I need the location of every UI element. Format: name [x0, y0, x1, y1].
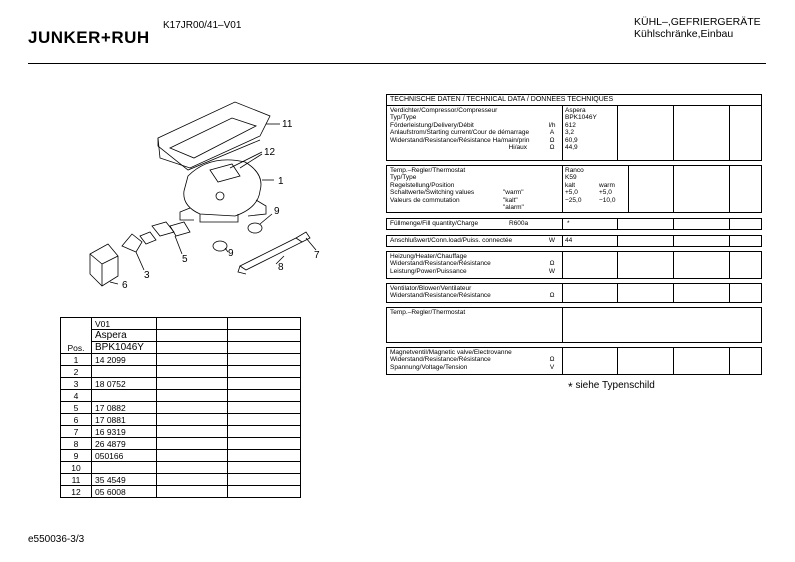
- value: warm: [599, 181, 615, 189]
- table-row: [61, 390, 301, 402]
- row-unit: Ω: [549, 144, 555, 152]
- table-cell: [618, 106, 674, 160]
- value: Ranco: [565, 167, 584, 174]
- pos-header-cell: [61, 318, 92, 354]
- category-title: KÜHL–,GEFRIERGERÄTE: [634, 16, 761, 28]
- value: 612: [565, 121, 576, 129]
- table-cell: [228, 390, 301, 402]
- tech-title: TECHNISCHE DATEN / TECHNICAL DATA / DONNEES TECHNIQUES: [386, 94, 762, 105]
- table-cell: [157, 366, 228, 378]
- row-unit: A: [549, 129, 555, 137]
- table-cell: [157, 390, 228, 402]
- model-number: K17JR00/41–V01: [163, 20, 242, 31]
- row-unit: Ω: [549, 136, 555, 144]
- pos-cell: 1: [61, 354, 92, 366]
- table-cell: [674, 219, 730, 229]
- table-cell: [228, 342, 301, 354]
- row-label: Förderleistung/Delivery/Débit: [390, 121, 474, 129]
- exploded-parts-diagram: [70, 96, 340, 311]
- callout-label: 11: [282, 119, 293, 130]
- part-grommet: [213, 241, 227, 251]
- table-cell: [618, 348, 674, 374]
- part-number-cell: 17 0882: [92, 402, 157, 414]
- part-number-cell: [92, 462, 157, 474]
- table-cell: [157, 462, 228, 474]
- callout-label: 1: [278, 176, 284, 187]
- part-number-cell: 14 2099: [92, 354, 157, 366]
- table-cell: [629, 166, 674, 212]
- value: 44: [565, 237, 573, 244]
- table-row: [61, 366, 301, 378]
- table-cell: [228, 426, 301, 438]
- table-cell: [228, 330, 301, 342]
- row-label: Typ/Type: [390, 174, 417, 182]
- table-cell: [730, 219, 761, 229]
- table-row: [61, 426, 301, 438]
- pos-cell: 11: [61, 474, 92, 486]
- table-cell: [730, 348, 761, 374]
- table-cell: [228, 438, 301, 450]
- variant-header: V01: [92, 318, 157, 330]
- table-row: [61, 474, 301, 486]
- table-cell: [228, 462, 301, 474]
- row-label: Typ/Type: [390, 114, 417, 122]
- table-cell: [674, 284, 730, 302]
- table-cell: [618, 284, 674, 302]
- part-bracket: [240, 238, 302, 270]
- table-row: [61, 342, 301, 354]
- table-cell: [618, 236, 674, 246]
- part-number-cell: [92, 366, 157, 378]
- power-block: [386, 235, 762, 247]
- part-terminal-cover: [90, 244, 118, 286]
- row-label: Füllmenge/Fill quantity/Charge: [390, 220, 479, 227]
- table-cell: [563, 348, 618, 374]
- callout-label: 9: [274, 206, 280, 217]
- row-unit: Ω: [549, 260, 555, 268]
- table-cell: [157, 426, 228, 438]
- table-row: [61, 402, 301, 414]
- callout-label: 3: [144, 270, 150, 281]
- row-label: Temp.–Regler/Thermostat: [390, 167, 466, 174]
- part-number-cell: 17 0881: [92, 414, 157, 426]
- part-tray: [158, 102, 270, 168]
- table-row: [61, 462, 301, 474]
- value: Aspera: [565, 107, 586, 114]
- table-row: [61, 318, 301, 330]
- row-label: Anlaufstrom/Starting current/Cour de démarrage: [390, 129, 530, 137]
- technical-data-table: [386, 94, 762, 375]
- row-label: Widerstand/Resistance/Résistance: [390, 260, 491, 268]
- table-cell: [228, 486, 301, 498]
- part-number-cell: 35 4549: [92, 474, 157, 486]
- row-label: Ventilator/Blower/Ventilateur: [390, 285, 472, 292]
- table-cell: [157, 486, 228, 498]
- row-label: Spannung/Voltage/Tension: [390, 363, 468, 371]
- row-label: Widerstand/Resistance/Résistance: [390, 356, 491, 364]
- row-unit: Ω: [549, 292, 555, 300]
- table-cell: [157, 330, 228, 342]
- value: 3,2: [565, 129, 575, 137]
- row-label: Heizung/Heater/Chauffage: [390, 253, 467, 260]
- row-sublabel: "warm": [503, 189, 524, 197]
- row-unit: V: [549, 363, 555, 371]
- value: *: [567, 220, 570, 227]
- table-cell: [730, 284, 761, 302]
- row-label: Valeurs de commutation: [390, 196, 460, 204]
- table-cell: [730, 106, 761, 160]
- document-reference: e550036-3/3: [28, 534, 85, 545]
- row-label: Widerstand/Resistance/Résistance: [390, 292, 491, 300]
- pos-label: Pos.: [67, 343, 85, 353]
- table-cell: [157, 354, 228, 366]
- row-label: Hi/aux: [508, 144, 527, 152]
- row-unit: W: [548, 237, 556, 244]
- fan-block: [386, 283, 762, 303]
- part-number-cell: 18 0752: [92, 378, 157, 390]
- pos-cell: 8: [61, 438, 92, 450]
- callout-label: 9: [228, 248, 234, 259]
- type-plate-note: [568, 380, 655, 394]
- table-cell: [157, 318, 228, 330]
- value: +5,0: [565, 189, 578, 197]
- table-cell: [618, 252, 674, 278]
- row-label: Leistung/Power/Puissance: [390, 267, 467, 275]
- pos-cell: 10: [61, 462, 92, 474]
- table-cell: [618, 219, 674, 229]
- category-subtitle: Kühlschränke,Einbau: [634, 28, 734, 40]
- row-label: Magnetventil/Magnetic valve/Electrovanne: [390, 349, 512, 356]
- value: −10,0: [599, 196, 616, 204]
- table-cell: [157, 414, 228, 426]
- callout-label: 8: [278, 262, 284, 273]
- part-clip: [122, 234, 142, 252]
- pos-cell: 6: [61, 414, 92, 426]
- row-unit: Ω: [549, 356, 555, 364]
- table-cell: [674, 166, 730, 212]
- table-cell: [228, 450, 301, 462]
- value: 44,9: [565, 144, 578, 152]
- parts-table: [60, 317, 301, 498]
- table-row: [61, 486, 301, 498]
- row-unit: l/h: [548, 121, 556, 129]
- part-compressor: [184, 160, 261, 216]
- table-cell: [730, 166, 761, 212]
- table-cell: [228, 414, 301, 426]
- table-cell: [674, 106, 730, 160]
- table-row: [61, 450, 301, 462]
- part-number-cell: 16 9319: [92, 426, 157, 438]
- value: kalt: [565, 181, 576, 189]
- row-label: Verdichter/Compressor/Compresseur: [390, 107, 498, 114]
- table-cell: [157, 474, 228, 486]
- table-cell: [228, 378, 301, 390]
- row-label: Temp.–Regler/Thermostat: [390, 309, 466, 316]
- pos-cell: 3: [61, 378, 92, 390]
- part-number-cell: 050166: [92, 450, 157, 462]
- compressor-make: Aspera: [92, 330, 157, 342]
- value: K59: [565, 174, 577, 182]
- table-cell: [730, 252, 761, 278]
- part-grommet: [248, 223, 262, 233]
- brand-logo: JUNKER+RUH: [28, 28, 150, 47]
- table-row: [61, 414, 301, 426]
- valve-block: [386, 347, 762, 375]
- part-number-cell: [92, 390, 157, 402]
- callout-label: 6: [122, 280, 128, 291]
- table-cell: [157, 450, 228, 462]
- row-label: Schaltwerte/Switching values: [390, 189, 475, 197]
- callout-label: 5: [182, 254, 188, 265]
- row-label: Anschlußwert/Conn.load/Puiss. connectée: [390, 237, 513, 244]
- table-row: [61, 330, 301, 342]
- heater-block: [386, 251, 762, 279]
- table-cell: [563, 252, 618, 278]
- compressor-type: BPK1046Y: [92, 342, 157, 354]
- charge-block: [386, 218, 762, 230]
- pos-cell: 7: [61, 426, 92, 438]
- table-row: [61, 354, 301, 366]
- part-starter: [152, 222, 174, 236]
- table-cell: [674, 348, 730, 374]
- note-text: siehe Typenschild: [575, 380, 655, 391]
- table-row: [61, 378, 301, 390]
- row-sublabel: "alarm": [503, 204, 524, 212]
- pos-cell: 12: [61, 486, 92, 498]
- table-cell: [563, 308, 761, 342]
- callout-label: 12: [264, 147, 276, 158]
- table-cell: [730, 236, 761, 246]
- pos-cell: 2: [61, 366, 92, 378]
- table-cell: [674, 236, 730, 246]
- refrigerant: R600a: [509, 220, 529, 227]
- table-cell: [228, 354, 301, 366]
- row-sublabel: "kalt": [503, 196, 518, 204]
- table-row: [61, 438, 301, 450]
- table-cell: [157, 402, 228, 414]
- header-divider: [28, 63, 766, 64]
- table-cell: [228, 366, 301, 378]
- pos-cell: 4: [61, 390, 92, 402]
- table-cell: [228, 474, 301, 486]
- value: BPK1046Y: [565, 114, 597, 122]
- pos-cell: 9: [61, 450, 92, 462]
- table-cell: [157, 378, 228, 390]
- table-cell: [157, 438, 228, 450]
- value: −25,0: [565, 196, 582, 204]
- value: 60,9: [565, 136, 578, 144]
- row-label: Widerstand/Resistance/Résistance Ha/main/prin: [390, 136, 530, 144]
- table-cell: [157, 342, 228, 354]
- thermostat2-block: [386, 307, 762, 343]
- pos-cell: 5: [61, 402, 92, 414]
- row-label: Regelstellung/Position: [390, 181, 455, 189]
- table-cell: [674, 252, 730, 278]
- asterisk: *: [568, 380, 573, 394]
- callout-label: 7: [314, 250, 320, 261]
- compressor-block: [386, 105, 762, 161]
- row-unit: W: [548, 267, 556, 275]
- part-number-cell: 26 4879: [92, 438, 157, 450]
- value: +5,0: [599, 189, 612, 197]
- thermostat-block: [386, 165, 762, 213]
- part-number-cell: 05 6008: [92, 486, 157, 498]
- table-cell: [228, 402, 301, 414]
- table-cell: [563, 284, 618, 302]
- table-cell: [228, 318, 301, 330]
